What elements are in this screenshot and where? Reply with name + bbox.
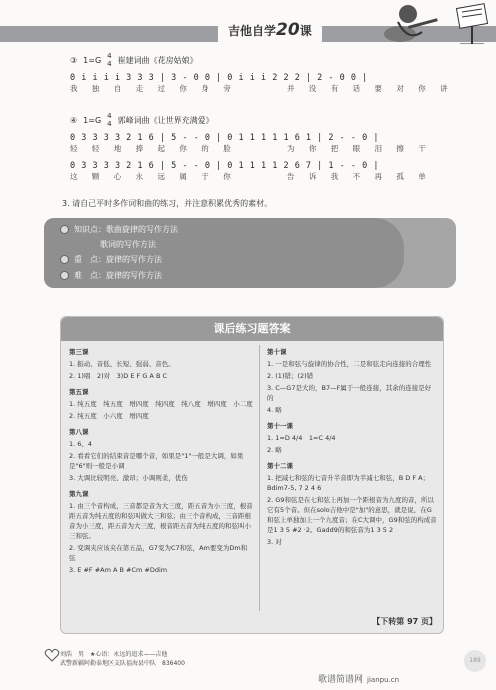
watermark bbox=[318, 672, 399, 685]
song-example-4 bbox=[70, 112, 432, 184]
music-stand-icon bbox=[452, 2, 492, 44]
answer-item: 4. 略 bbox=[267, 406, 282, 414]
lesson-heading: 第九课 bbox=[69, 490, 89, 498]
song-key: 1=G bbox=[83, 115, 102, 125]
answers-panel bbox=[60, 316, 444, 634]
answer-item: 2. G9和弦是在七和弦上再加一个距根音为九度的音，所以它有5个音。但在solo吉他中是"加"的意思，就是说，在G和弦上单独加上一个九度音；在C大调中，G9和弦的构成音是1 3 5 #2 ·2。Gadd9的和弦音为1 3 5 2 bbox=[267, 496, 437, 534]
footer-line: 武警新疆阿勒泰地区支队福海县中队 836400 bbox=[60, 660, 185, 667]
column-divider bbox=[259, 345, 260, 611]
answer-item: 2. 略 bbox=[267, 446, 282, 454]
notation-line: 0 i i i i 3 3 3 | 3 - 0 0 | 0 i i i 2 2 2 | 2 - 0 0 | bbox=[70, 73, 368, 83]
answers-right-column bbox=[267, 341, 437, 547]
knowledge-box bbox=[44, 218, 456, 288]
difficulty-line: 难 点：旋律的写作方法 bbox=[60, 270, 162, 281]
answer-item: 1. 1=D 4/4 1=C 4/4 bbox=[267, 434, 336, 442]
watermark-name: 歌谱简谱网 bbox=[318, 675, 364, 685]
header-title bbox=[218, 18, 322, 42]
notation-line: 0 3 3 3 3 2 1 6 | 5 - - 0 | 0 1 1 1 1 1 6 1 | 2 - - 0 | bbox=[70, 133, 379, 143]
knowledge-line: 知识点：歌曲旋律的写作方法 bbox=[60, 224, 178, 235]
exercise-text: 3. 请自己平时多作词和曲的练习，并注意积累优秀的素材。 bbox=[62, 199, 273, 208]
lesson-heading: 第十二课 bbox=[267, 462, 293, 470]
continued-note: 【下转第 97 页】 bbox=[372, 617, 437, 626]
answer-item: 3. 大调比较明亮、激昂；小调则柔，优伤 bbox=[69, 474, 188, 482]
answer-item: 3. 对 bbox=[267, 538, 282, 546]
song-key: 1=G bbox=[83, 55, 102, 65]
lesson-heading: 第五课 bbox=[69, 388, 89, 396]
answer-item: 1. 把减七和弦的七音升半音即为半减七和弦，B D F A；Bdim7-5, 7 2 4 6 bbox=[267, 474, 430, 492]
answer-item: 2. 1)唱 2)对 3)D E F G A B C bbox=[69, 372, 168, 380]
answer-item: 2. 纯五度 小六度 增四度 bbox=[69, 412, 149, 420]
bullet-icon bbox=[60, 255, 69, 264]
song-index: ④ bbox=[70, 115, 78, 125]
answer-item: 1. 由三个音构成，三音都是音为大三度，距五音为小三度，根音距五音为纯五度的和弦叫做大三和弦；由三个音构成，三音距根音为小三度，距五音为大三度，根音距五音为纯五度的和弦叫小三和弦。 bbox=[69, 502, 253, 540]
page-number: 189 bbox=[464, 650, 486, 672]
page-header bbox=[0, 0, 496, 46]
answer-item: 2. (1)错；(2)错 bbox=[267, 372, 314, 380]
watermark-url: jianpu.cn bbox=[367, 676, 400, 684]
song-credit: 崔建词曲《花房姑娘》 bbox=[117, 55, 198, 65]
song-title bbox=[70, 52, 454, 68]
bullet-icon bbox=[60, 271, 69, 280]
lyrics-line: 我 独 自 走 过 你 身 旁 并 没 有 话 要 对 你 讲 bbox=[70, 84, 454, 93]
page-footer bbox=[60, 650, 185, 668]
knowledge-line: 歌词的写作方法 bbox=[100, 240, 156, 249]
notation-line: 0 3 3 3 3 2 1 6 | 5 - - 0 | 0 1 1 1 1 2 6 7 | 1 - - 0 | bbox=[70, 161, 379, 171]
answer-item: 2. 变调夹应该夹在第五品，G7变为C7和弦，Am要变为Dm和弦 bbox=[69, 544, 248, 562]
lyrics-line: 轻 轻 地 捧 起 你 的 脸 为 你 把 眼 泪 擦 干 bbox=[70, 144, 432, 153]
answer-item: 1. 纯五度 纯五度 增四度 纯四度 纯八度 增四度 小二度 bbox=[69, 400, 253, 408]
answer-item: 1. 一是和弦与旋律的协合性，二是和弦走向连接的合理性 bbox=[267, 360, 432, 368]
lesson-heading: 第三课 bbox=[69, 348, 89, 356]
song-credit: 郭峰词曲《让世界充满爱》 bbox=[117, 115, 214, 125]
answers-left-column bbox=[69, 341, 253, 575]
song-example-3 bbox=[70, 52, 454, 96]
bullet-icon bbox=[60, 225, 69, 234]
title-prefix: 吉他自学 bbox=[228, 24, 277, 38]
time-signature: 4 4 bbox=[107, 112, 112, 128]
key-point-line: 重 点：旋律的写作方法 bbox=[60, 254, 162, 265]
heart-icon bbox=[44, 648, 60, 662]
answer-item: 1. 6、4 bbox=[69, 440, 93, 448]
answers-title: 课后练习题答案 bbox=[61, 317, 443, 341]
lesson-heading: 第十一课 bbox=[267, 422, 293, 430]
time-signature: 4 4 bbox=[107, 52, 112, 68]
answer-item: 1. 振动、音低、长短、强弱、音色。 bbox=[69, 360, 175, 368]
answer-item: 2. 看看它们的结束音是哪个音，如果是"1"一般是大调，如果是"6"则一般是小调 bbox=[69, 452, 244, 470]
answer-item: 3. E #F #Am A B #Cm #Ddim bbox=[69, 566, 168, 574]
song-index: ③ bbox=[70, 55, 78, 65]
footer-line: 刘浩 男 ★心语：永远的追求——吉他 bbox=[60, 651, 168, 658]
title-number: 20 bbox=[276, 20, 300, 40]
title-suffix: 课 bbox=[299, 24, 312, 38]
answer-item: 3. C—G7是大的，B7—F属于一般连接，其余的连接是好的 bbox=[267, 384, 432, 402]
lyrics-line: 这 颗 心 永 远 属 于 你 告 诉 我 不 再 孤 单 bbox=[70, 172, 432, 181]
song-title bbox=[70, 112, 432, 128]
lesson-heading: 第十课 bbox=[267, 348, 287, 356]
lesson-heading: 第八课 bbox=[69, 428, 89, 436]
girl-guitar-icon bbox=[378, 2, 440, 44]
